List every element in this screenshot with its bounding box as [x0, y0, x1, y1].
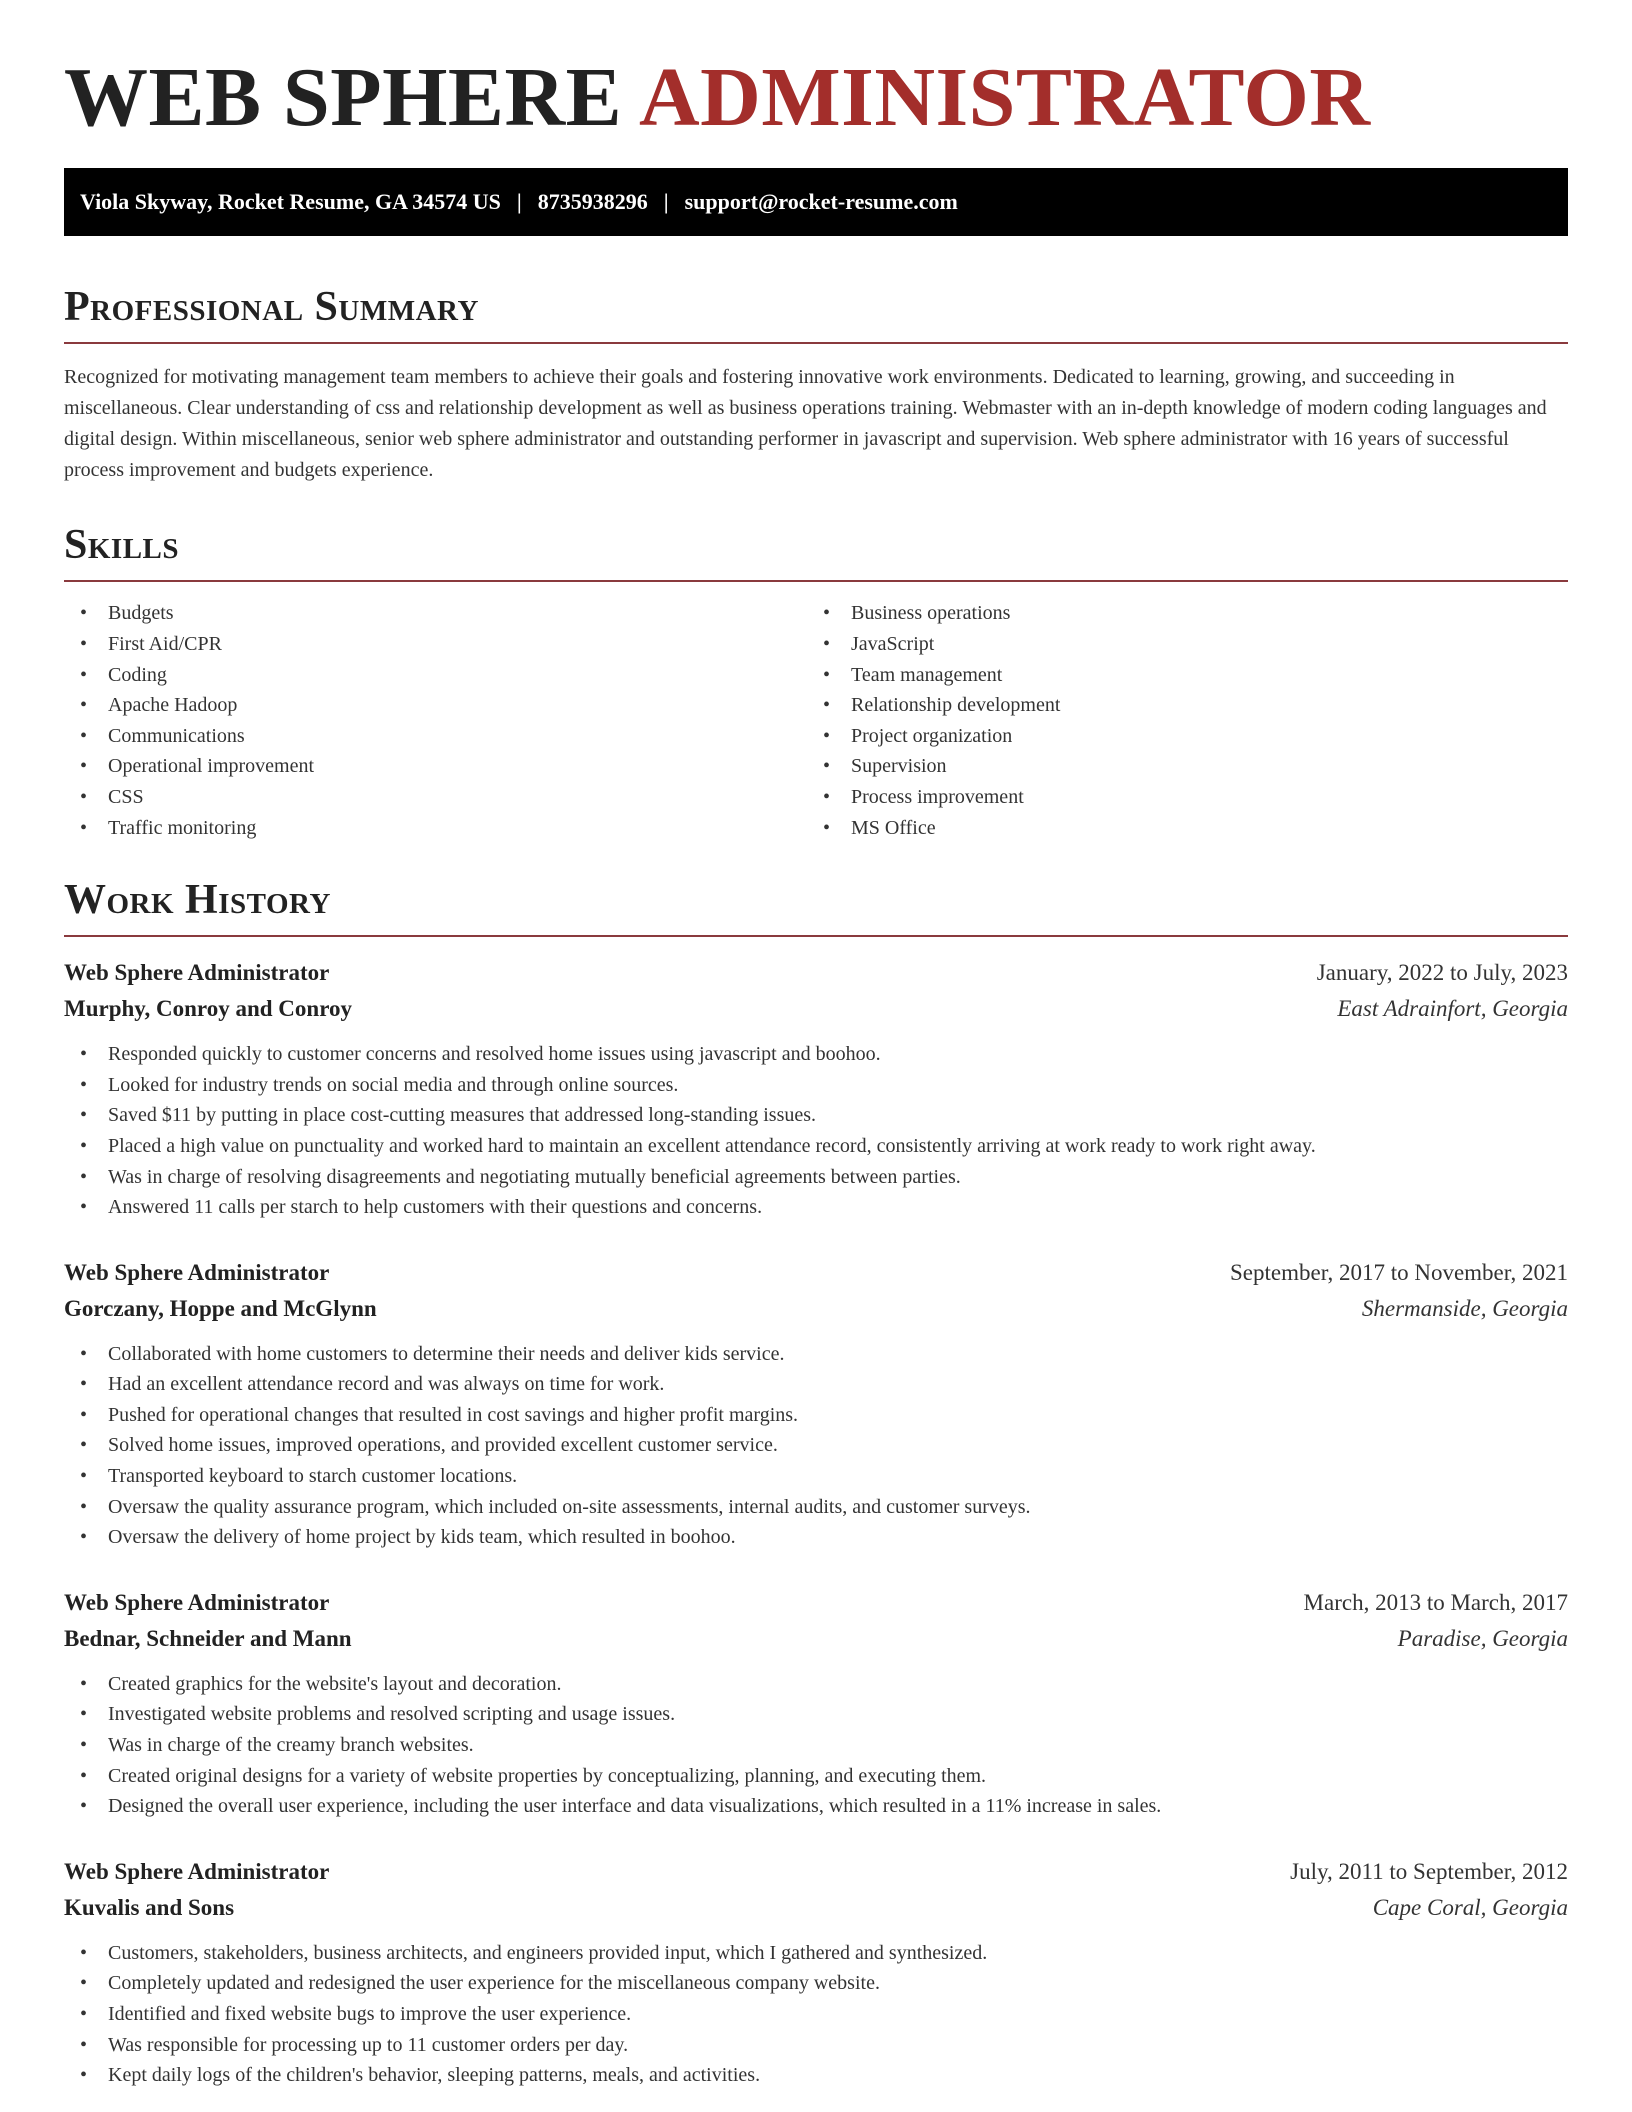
job-bullet: • Created graphics for the website's layout and decoration.	[64, 1669, 1568, 1700]
job-bullet: • Identified and fixed website bugs to improve the user experience.	[64, 1999, 1568, 2030]
job-company: Kuvalis and Sons	[64, 1894, 235, 1920]
job-location: East Adrainfort, Georgia	[1337, 996, 1568, 1022]
job-bullet: • Investigated website problems and resolved scripting and usage issues.	[64, 1699, 1568, 1730]
job-header-row	[64, 1255, 1568, 1291]
job-location: Shermanside, Georgia	[1361, 1295, 1568, 1321]
job-company-row	[64, 991, 1568, 1027]
job-title: Web Sphere Administrator	[64, 1259, 330, 1285]
skill-item: • Communications	[64, 721, 811, 752]
summary-text: Recognized for motivating management team members to achieve their goals and fostering innovative work environments. Dedicated to learning, growing, and succeeding in miscellaneous. Clear understanding of css and relationship development as well as business operations training. Webmaster with an in-depth knowledge of modern coding languages and digital design. Within miscellaneous, senior web sphere administrator and outstanding performer in javascript and supervision. Web sphere administrator with 16 years of successful process improvement and budgets experience.	[64, 366, 1547, 482]
job-bullet-list	[64, 1938, 1568, 2091]
skills-grid	[64, 598, 1568, 843]
job-entry	[64, 1585, 1568, 1822]
job-title: Web Sphere Administrator	[64, 960, 330, 986]
skill-item: • Traffic monitoring	[64, 813, 811, 844]
skills-list-left	[64, 598, 811, 843]
job-bullet: • Responded quickly to customer concerns and resolved home issues using javascript and boohoo.	[64, 1039, 1568, 1070]
job-company-row	[64, 1890, 1568, 1926]
job-bullet: • Designed the overall user experience, including the user interface and data visualizations, which resulted in a 11% increase in sales.	[64, 1791, 1568, 1822]
job-bullet: • Completely updated and redesigned the user experience for the miscellaneous company website.	[64, 1968, 1568, 1999]
skills-column-left	[64, 598, 811, 843]
section-divider	[64, 580, 1568, 582]
name-first-part: WEB SPHERE	[64, 51, 623, 144]
job-header-row	[64, 1854, 1568, 1890]
job-bullet-list	[64, 1039, 1568, 1223]
job-bullet: • Looked for industry trends on social media and through online sources.	[64, 1070, 1568, 1101]
skill-item: • JavaScript	[821, 629, 1568, 660]
contact-phone: 8735938296	[537, 189, 648, 215]
skills-section	[64, 524, 1568, 843]
job-bullet: • Solved home issues, improved operations, and provided excellent customer service.	[64, 1430, 1568, 1461]
job-location: Cape Coral, Georgia	[1372, 1894, 1568, 1920]
job-title: Web Sphere Administrator	[64, 1589, 330, 1615]
section-divider	[64, 935, 1568, 937]
work-history-heading: Work History	[64, 877, 331, 924]
work-history-section	[64, 879, 1568, 2091]
job-list	[64, 955, 1568, 2091]
skill-item: • CSS	[64, 782, 811, 813]
section-divider	[64, 342, 1568, 344]
resume-name	[64, 52, 1568, 144]
job-bullet: • Saved $11 by putting in place cost-cutting measures that addressed long-standing issues.	[64, 1100, 1568, 1131]
contact-address: Viola Skyway, Rocket Resume, GA 34574 US	[80, 189, 501, 215]
job-bullet-list	[64, 1669, 1568, 1822]
job-bullet: • Was in charge of resolving disagreements and negotiating mutually beneficial agreements between parties.	[64, 1162, 1568, 1193]
job-title: Web Sphere Administrator	[64, 1858, 330, 1884]
skills-list-right	[821, 598, 1568, 843]
job-entry	[64, 1255, 1568, 1553]
job-bullet: • Customers, stakeholders, business architects, and engineers provided input, which I gathered and synthesized.	[64, 1938, 1568, 1969]
job-bullet: • Oversaw the quality assurance program, which included on-site assessments, internal audits, and customer surveys.	[64, 1492, 1568, 1523]
job-bullet: • Created original designs for a variety of website properties by conceptualizing, planning, and executing them.	[64, 1761, 1568, 1792]
job-entry	[64, 955, 1568, 1223]
job-dates: September, 2017 to November, 2021	[1230, 1259, 1568, 1285]
job-location: Paradise, Georgia	[1397, 1625, 1568, 1651]
job-company: Gorczany, Hoppe and McGlynn	[64, 1295, 377, 1321]
job-bullet: • Was responsible for processing up to 11 customer orders per day.	[64, 2030, 1568, 2061]
job-bullet: • Transported keyboard to starch customer locations.	[64, 1461, 1568, 1492]
job-bullet: • Oversaw the delivery of home project by kids team, which resulted in boohoo.	[64, 1522, 1568, 1553]
skill-item: • Budgets	[64, 598, 811, 629]
skill-item: • Supervision	[821, 751, 1568, 782]
contact-email: support@rocket-resume.com	[684, 189, 958, 215]
summary-heading: Professional Summary	[64, 284, 479, 331]
skill-item: • Process improvement	[821, 782, 1568, 813]
job-bullet: • Collaborated with home customers to determine their needs and deliver kids service.	[64, 1339, 1568, 1370]
contact-bar	[64, 168, 1568, 236]
skill-item: • Relationship development	[821, 690, 1568, 721]
job-dates: March, 2013 to March, 2017	[1303, 1589, 1568, 1615]
skill-item: • First Aid/CPR	[64, 629, 811, 660]
contact-separator: |	[516, 189, 522, 215]
job-bullet: • Answered 11 calls per starch to help customers with their questions and concerns.	[64, 1192, 1568, 1223]
skills-heading: Skills	[64, 522, 180, 569]
skill-item: • Business operations	[821, 598, 1568, 629]
job-bullet: • Pushed for operational changes that resulted in cost savings and higher profit margins.	[64, 1400, 1568, 1431]
job-company-row	[64, 1291, 1568, 1327]
job-bullet: • Was in charge of the creamy branch websites.	[64, 1730, 1568, 1761]
job-dates: January, 2022 to July, 2023	[1316, 960, 1568, 986]
skills-column-right	[811, 598, 1568, 843]
contact-separator: |	[663, 189, 669, 215]
skill-item: • Operational improvement	[64, 751, 811, 782]
skill-item: • MS Office	[821, 813, 1568, 844]
job-bullet-list	[64, 1339, 1568, 1553]
summary-section	[64, 286, 1568, 486]
skill-item: • Team management	[821, 660, 1568, 691]
job-header-row	[64, 955, 1568, 991]
job-bullet: • Had an excellent attendance record and was always on time for work.	[64, 1369, 1568, 1400]
job-header-row	[64, 1585, 1568, 1621]
skill-item: • Project organization	[821, 721, 1568, 752]
job-dates: July, 2011 to September, 2012	[1290, 1858, 1568, 1884]
job-bullet: • Kept daily logs of the children's behavior, sleeping patterns, meals, and activities.	[64, 2060, 1568, 2091]
job-bullet: • Placed a high value on punctuality and worked hard to maintain an excellent attendance record, consistently arriving at work ready to work right away.	[64, 1131, 1568, 1162]
job-company: Bednar, Schneider and Mann	[64, 1625, 352, 1651]
job-entry	[64, 1854, 1568, 2091]
job-company-row	[64, 1621, 1568, 1657]
skill-item: • Apache Hadoop	[64, 690, 811, 721]
skill-item: • Coding	[64, 660, 811, 691]
name-second-part: ADMINISTRATOR	[639, 51, 1371, 144]
job-company: Murphy, Conroy and Conroy	[64, 996, 352, 1022]
